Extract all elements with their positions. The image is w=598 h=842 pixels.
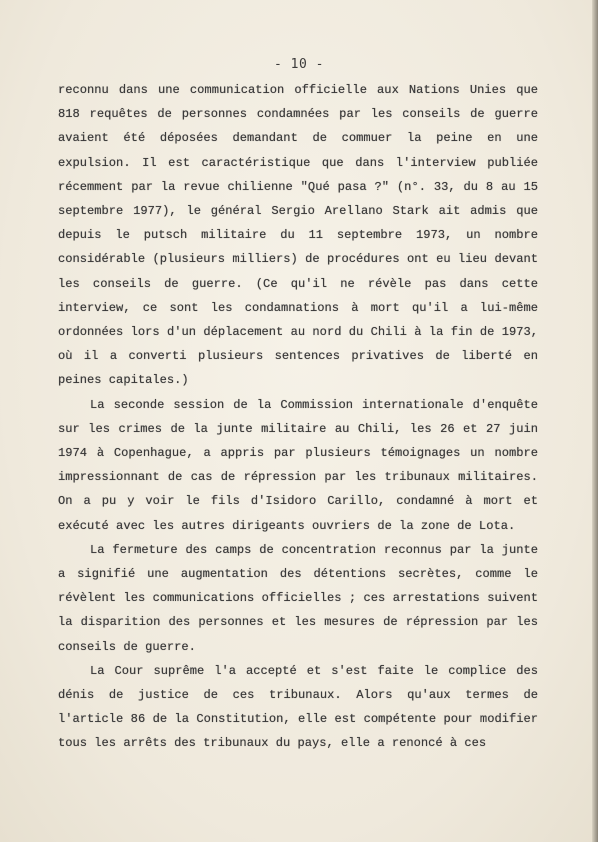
paragraph-2: La seconde session de la Commission internationale d'enquête sur les crimes de la junte militaire au Chili, les 26 et 27 juin 1974 à Copenhague, a appris par plusieurs témoignages un nombre impressionnant de cas de répression par les tribunaux militaires. On a pu y voir le fils d'Isidoro Carillo, condamné à mort et exécuté avec les autres dirigeants ouvriers de la zone de Lota.	[58, 397, 538, 533]
page-number: - 10 -	[274, 57, 324, 72]
body-text	[58, 78, 538, 756]
page-edge-shadow	[592, 0, 598, 842]
paragraph-3: La fermeture des camps de concentration reconnus par la junte a signifié une augmentation des détentions secrètes, comme le révèlent les communications officielles ; ces arrestations suivent la disparition des personnes et les mesures de répression par les conseils de guerre.	[58, 542, 538, 654]
paragraph-1: reconnu dans une communication officielle aux Nations Unies que 818 requêtes de personnes condamnées par les conseils de guerre avaient été déposées demandant de commuer la peine en une expulsion. Il est caractéristique que dans l'interview publiée récemment par la revue chilienne "Qué pasa ?" (n°. 33, du 8 au 15 septembre 1977), le général Sergio Arellano Stark ait admis que depuis le putsch militaire du 11 septembre 1973, un nombre considérable (plusieurs milliers) de procédures ont eu lieu devant les conseils de guerre. (Ce qu'il ne révèle pas dans cette interview, ce sont les condamnations à mort qu'il a lui-même ordonnées lors d'un déplacement au nord du Chili à la fin de 1973, où il a converti plusieurs sentences privatives de liberté en peines capitales.)	[58, 83, 538, 388]
paragraph-4: La Cour suprême l'a accepté et s'est faite le complice des dénis de justice de ces tribunaux. Alors qu'aux termes de l'article 86 de la Constitution, elle est compétente pour modifier tous les arrêts des tribunaux du pays, elle a renoncé à ces	[58, 663, 538, 751]
